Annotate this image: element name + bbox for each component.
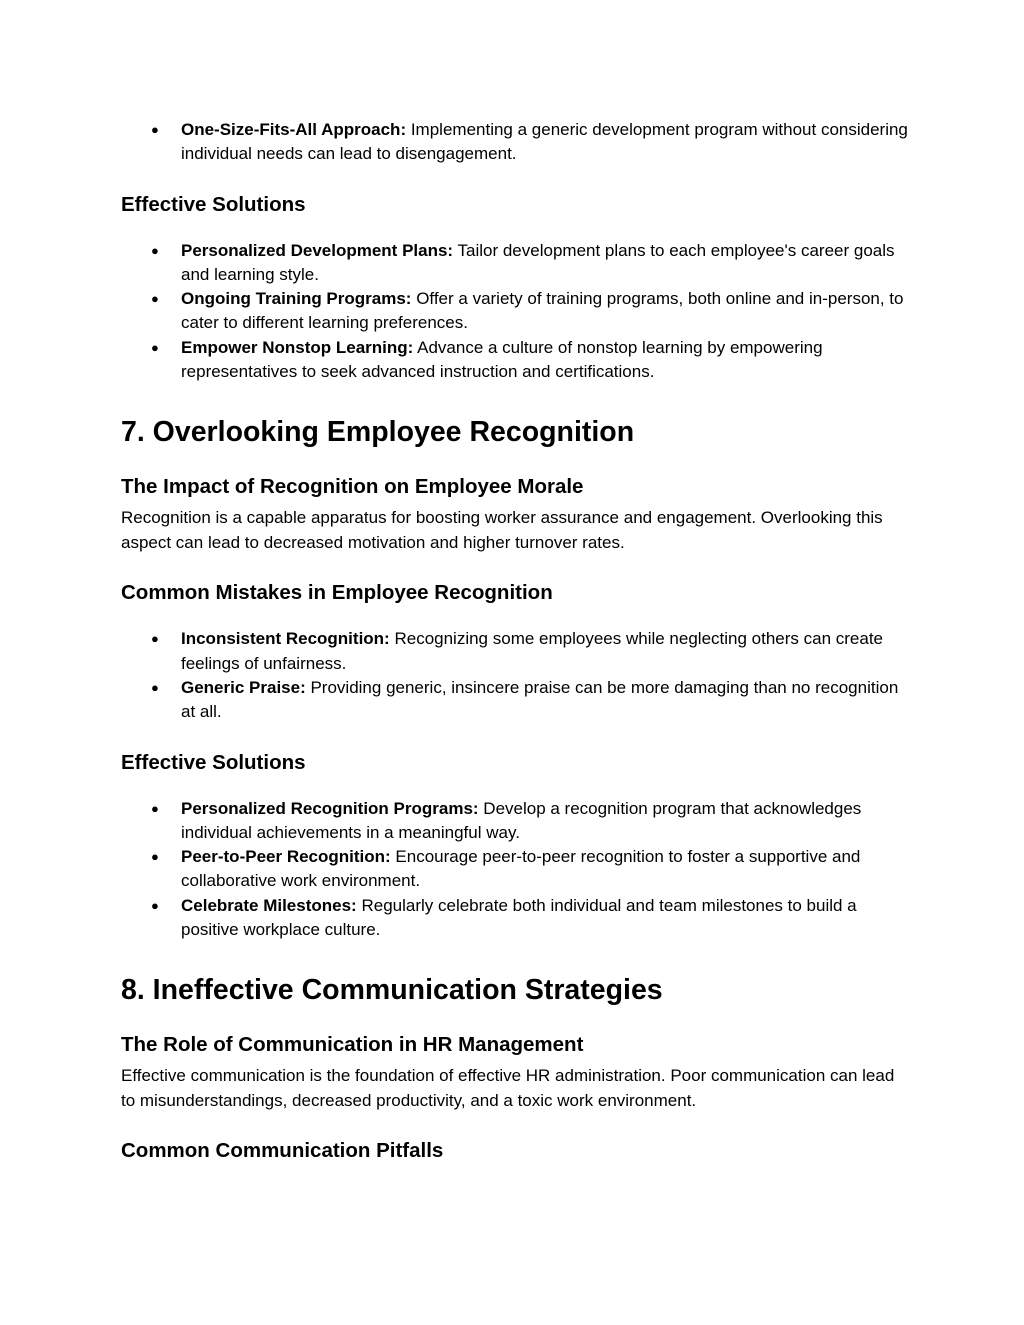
list-item-text: Regularly celebrate both individual and team milestones to build a positive workplace culture. [181, 895, 857, 940]
document-page [121, 118, 911, 1164]
list-item-term: Generic Praise: [181, 677, 306, 697]
list-item-text: Offer a variety of training programs, both online and in-person, to cater to different learning preferences. [181, 289, 904, 333]
subheading-communication-role: The Role of Communication in HR Management [121, 1033, 584, 1057]
list-item [121, 797, 911, 846]
subheading-effective-solutions: Effective Solutions [121, 192, 306, 216]
subheading-recognition-solutions: Effective Solutions [121, 750, 306, 774]
list-item-term: Empower Nonstop Learning: [181, 337, 414, 357]
subheading-recognition-impact: The Impact of Recognition on Employee Morale [121, 475, 584, 499]
list-item-text: Tailor development plans to each employee's career goals and learning style. [181, 240, 895, 284]
list-item-term: Personalized Recognition Programs: [181, 798, 479, 818]
recognition-solutions-list [121, 797, 911, 943]
top-bullet-list [121, 118, 911, 167]
bullet-icon: ● [151, 122, 159, 137]
list-item [121, 239, 911, 288]
list-item-term: One-Size-Fits-All Approach: [181, 120, 407, 139]
list-item [121, 676, 911, 725]
paragraph-communication-role: Effective communication is the foundation of effective HR administration. Poor communication can lead to misunderstandings, decreased productivity, and a toxic work environment. [121, 1066, 895, 1110]
bullet-icon: ● [151, 849, 159, 865]
section-title-7: 7. Overlooking Employee Recognition [121, 416, 635, 449]
bullet-icon: ● [151, 800, 159, 816]
list-item-text: Encourage peer-to-peer recognition to foster a supportive and collaborative work environment. [181, 847, 861, 891]
section-title-8: 8. Ineffective Communication Strategies [121, 974, 663, 1007]
list-item-text: Advance a culture of nonstop learning by empowering representatives to seek advanced instruction and certifications. [181, 337, 823, 382]
list-item [121, 336, 911, 385]
list-item-text: Recognizing some employees while neglecting others can create feelings of unfairness. [181, 629, 884, 673]
subheading-communication-pitfalls: Common Communication Pitfalls [121, 1139, 444, 1163]
bullet-icon: ● [151, 242, 159, 258]
recognition-mistakes-list [121, 627, 911, 724]
bullet-icon: ● [151, 339, 159, 355]
bullet-icon: ● [151, 897, 159, 913]
list-item-term: Personalized Development Plans: [181, 240, 454, 260]
list-item-text: Develop a recognition program that acknowledges individual achievements in a meaningful way. [181, 798, 862, 842]
list-item [121, 894, 911, 943]
bullet-icon: ● [151, 291, 159, 307]
bullet-icon: ● [151, 631, 159, 647]
effective-solutions-list [121, 239, 911, 385]
list-item-term: Ongoing Training Programs: [181, 289, 412, 309]
list-item-term: Inconsistent Recognition: [181, 629, 390, 649]
list-item [121, 845, 911, 894]
paragraph-recognition-impact: Recognition is a capable apparatus for boosting worker assurance and engagement. Overlooking this aspect can lead to decreased motivation and higher turnover rates. [121, 508, 883, 552]
list-item [121, 118, 911, 167]
list-item [121, 287, 911, 336]
bullet-icon: ● [151, 679, 159, 695]
list-item-term: Peer-to-Peer Recognition: [181, 847, 391, 867]
list-item-text: Implementing a generic development program without considering individual needs can lead to disengagement. [181, 120, 908, 164]
list-item-text: Providing generic, insincere praise can be more damaging than no recognition at all. [181, 677, 899, 722]
list-item [121, 627, 911, 676]
subheading-recognition-mistakes: Common Mistakes in Employee Recognition [121, 581, 553, 605]
list-item-term: Celebrate Milestones: [181, 895, 357, 915]
